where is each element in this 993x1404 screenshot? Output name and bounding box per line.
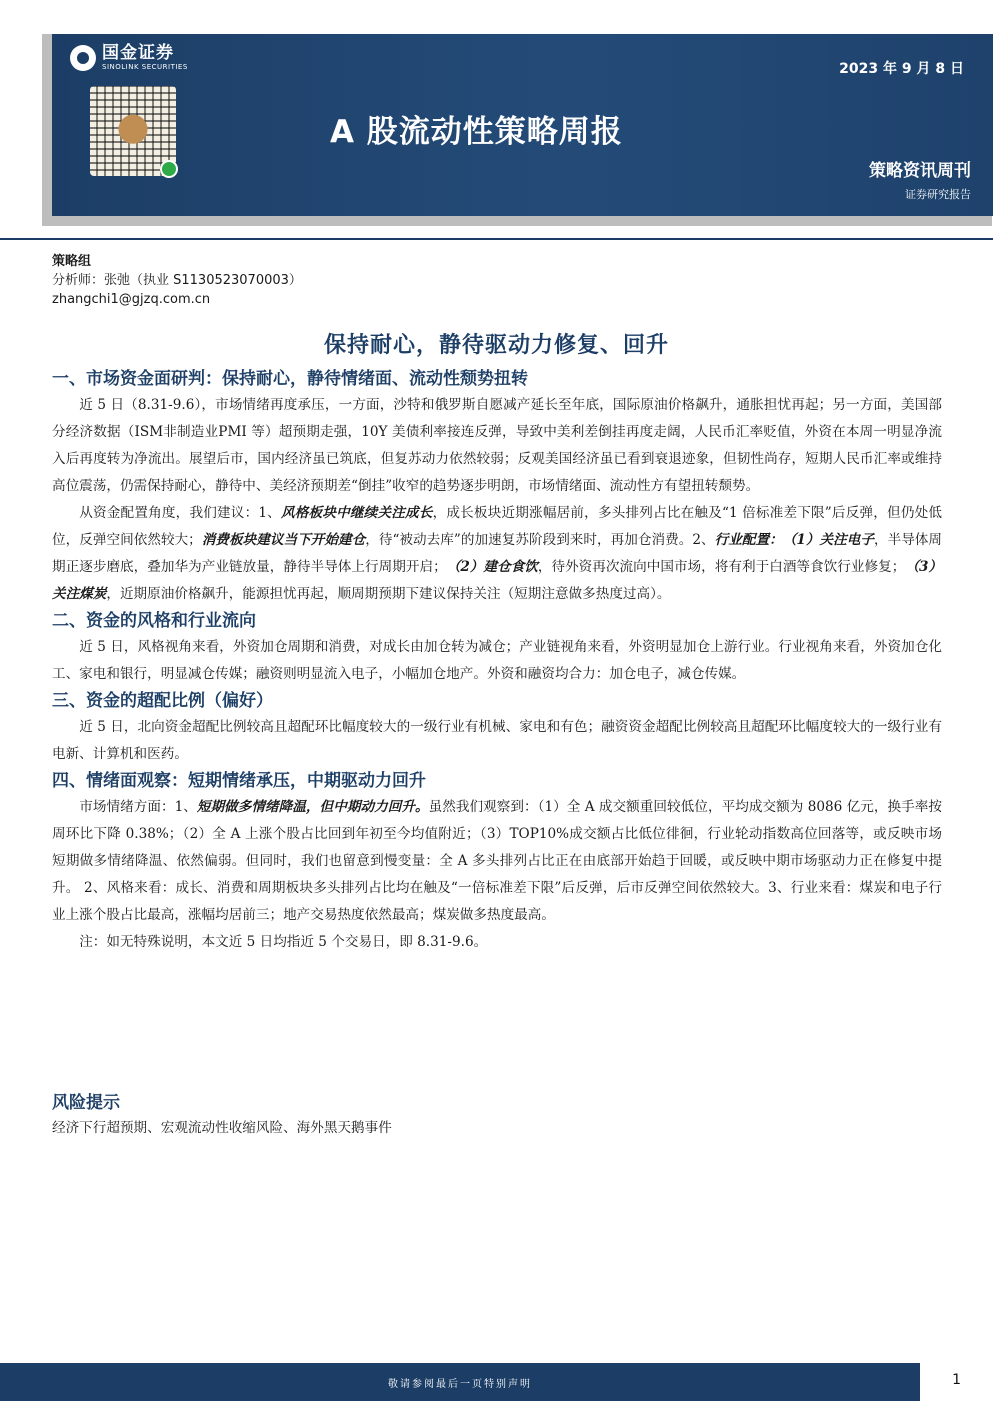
logo-cn: 国金证券 [102,43,174,63]
emphasis: （3）关注煤炭 [52,559,943,602]
analyst-email[interactable]: zhangchi1@gjzq.com.cn [52,292,211,307]
risk-heading: 风险提示 [52,1093,120,1113]
report-date: 2023 年 9 月 8 日 [839,61,964,77]
emphasis: 行业配置：（1）关注电子 [714,532,874,548]
paragraph: 近 5 日（8.31-9.6），市场情绪再度承压，一方面，沙特和俄罗斯自愿减产延长至年底，国际原油价格飙升，通胀担忧再起；另一方面，美国部分经济数据（ISM非制造业PMI 等）超预期走强，10Y 美债利率接连反弹，导致中美利差倒挂再度走阔，人民币汇率贬值，外资在本周一明显净流入后再度转为净流出。展望后市，国内经济虽已筑底，但复苏动力依然较弱；反观美国经济虽已看到衰退迹象，但韧性尚存，短期人民币汇率或维持高位震荡，仍需保持耐心，静待中、美经济预期差“倒挂”收窄的趋势逐步明朗，市场情绪面、流动性方有望扭转颓势。 [52,397,942,494]
analyst-name: 分析师：张弛（执业 S1130523070003） [52,273,302,288]
logo-icon [70,45,96,71]
section-3 [52,688,942,768]
section-2 [52,608,942,688]
mini-program-icon [160,160,178,178]
paragraph: 近 5 日，北向资金超配比例较高且超配环比幅度较大的一级行业有机械、家电和有色；融资资金超配比例较高且超配环比幅度较大的一级行业有电新、计算机和医药。 [52,719,942,762]
report-type: 证券研究报告 [905,188,971,201]
paragraph: 近 5 日，风格视角来看，外资加仓周期和消费，对成长由加仓转为减仓；产业链视角来看，外资明显加仓上游行业。行业视角来看，外资加仓化工、家电和银行，明显减仓传媒；融资则明显流入电子，小幅加仓地产。外资和融资均合力：加仓电子，减仓传媒。 [52,639,942,682]
analyst-block [52,252,302,309]
emphasis: （2）建仓食饮 [446,559,538,575]
footer-bar [0,1363,920,1401]
report-series: 策略资讯周刊 [869,161,971,181]
header-divider [0,238,993,240]
brand-logo [70,44,188,72]
section-heading: 二、资金的风格和行业流向 [52,611,256,631]
page-number: 1 [952,1372,961,1388]
header-banner [52,34,993,216]
logo-en: SINOLINK SECURITIES [102,63,188,71]
section-heading: 四、情绪面观察：短期情绪承压，中期驱动力回升 [52,771,426,791]
paragraph: 市场情绪方面：1、短期做多情绪降温，但中期动力回升。虽然我们观察到：（1）全 A 成交额重回较低位，平均成交额为 8086 亿元，换手率按周环比下降 0.38%；（2）全 A 上涨个股占比回到年初至今均值附近；（3）TOP10%成交额占比低位徘徊，行业轮动指数高位回落等，或反映市场短期做多情绪降温、依然偏弱。但同时，我们也留意到慢变量：全 A 多头排列占比正在由底部开始趋于回暖，或反映中期市场驱动力正在修复中提升。 2、风格来看：成长、消费和周期板块多头排列占比均在触及“一倍标准差下限”后反弹，后市反弹空间依然较大。3、行业来看：煤炭和电子行业上涨个股占比最高，涨幅均居前三；地产交易热度依然最高；煤炭做多热度最高。 [52,799,943,923]
main-title: 保持耐心，静待驱动力修复、回升 [323,333,669,358]
emphasis: 短期做多情绪降温，但中期动力回升。 [196,799,429,815]
section-4 [52,768,942,956]
paragraph: 从资金配置角度，我们建议：1、风格板块中继续关注成长，成长板块近期涨幅居前，多头排列占比在触及“1 倍标准差下限”后反弹，但仍处低位，反弹空间依然较大；消费板块建议当下开始建仓，待“被动去库”的加速复苏阶段到来时，再加仓消费。2、行业配置：（1）关注电子，半导体周期正逐步磨底，叠加华为产业链放量，静待半导体上行周期开启；（2）建仓食饮，待外资再次流向中国市场，将有利于白酒等食饮行业修复；（3）关注煤炭，近期原油价格飙升，能源担忧再起，顺周期预期下建议保持关注（短期注意做多热度过高）。 [52,505,943,602]
section-1 [52,366,942,608]
footnote: 注：如无特殊说明，本文近 5 日均指近 5 个交易日，即 8.31-9.6。 [79,934,488,950]
section-heading: 三、资金的超配比例（偏好） [52,691,273,711]
footer-disclaimer: 敬请参阅最后一页特别声明 [388,1378,532,1390]
section-heading: 一、市场资金面研判：保持耐心，静待情绪面、流动性颓势扭转 [52,369,528,389]
risk-text: 经济下行超预期、宏观流动性收缩风险、海外黑天鹅事件 [52,1120,392,1136]
emphasis: 消费板块建议当下开始建仓 [201,532,366,548]
report-title: A 股流动性策略周报 [330,114,623,150]
report-body [52,366,942,956]
emphasis: 风格板块中继续关注成长 [280,505,433,521]
analyst-group: 策略组 [52,254,92,269]
